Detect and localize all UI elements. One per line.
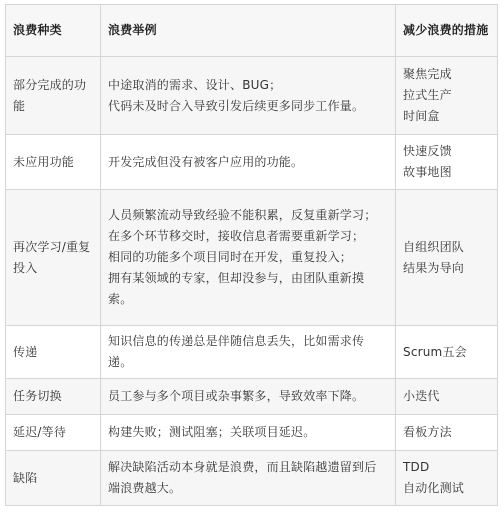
cell-waste-type: 任务切换 bbox=[6, 379, 101, 415]
cell-waste-type: 缺陷 bbox=[6, 451, 101, 506]
example-line: 解决缺陷活动本身就是浪费，而且缺陷越遗留到后端浪费越大。 bbox=[108, 460, 377, 495]
cell-waste-examples bbox=[101, 326, 396, 379]
measure-line: 聚焦完成 bbox=[403, 67, 452, 81]
cell-waste-measures bbox=[396, 451, 498, 506]
example-line: 人员频繁流动导致经验不能积累，反复重新学习； bbox=[108, 208, 377, 222]
waste-table-container bbox=[5, 4, 498, 506]
cell-waste-measures bbox=[396, 135, 498, 190]
example-line: 相同的功能多个项目同时在开发，重复投入； bbox=[108, 250, 353, 264]
example-line: 构建失败；测试阻塞；关联项目延迟。 bbox=[108, 425, 316, 439]
cell-waste-type: 未应用功能 bbox=[6, 135, 101, 190]
table-header-row bbox=[6, 5, 498, 57]
table-row bbox=[6, 57, 498, 135]
measure-line: 自组织团队 bbox=[403, 239, 465, 254]
cell-waste-measures bbox=[396, 326, 498, 379]
cell-waste-examples bbox=[101, 135, 396, 190]
cell-waste-examples bbox=[101, 57, 396, 135]
cell-waste-type: 再次学习/重复投入 bbox=[6, 190, 101, 326]
waste-table bbox=[5, 4, 498, 506]
cell-waste-measures bbox=[396, 415, 498, 451]
example-line: 员工参与多个项目或杂事繁多，导致效率下降。 bbox=[108, 389, 365, 403]
cell-waste-examples bbox=[101, 190, 396, 326]
measure-line: 自动化测试 bbox=[403, 481, 465, 495]
cell-waste-examples bbox=[101, 415, 396, 451]
header-waste-examples: 浪费举例 bbox=[101, 5, 396, 57]
table-row bbox=[6, 190, 498, 326]
cell-waste-examples bbox=[101, 379, 396, 415]
table-row bbox=[6, 135, 498, 190]
cell-waste-measures bbox=[396, 57, 498, 135]
cell-waste-type: 部分完成的功能 bbox=[6, 57, 101, 135]
measure-line: 故事地图 bbox=[403, 165, 452, 179]
cell-waste-type: 传递 bbox=[6, 326, 101, 379]
cell-waste-measures bbox=[396, 379, 498, 415]
example-line: 知识信息的传递总是伴随信息丢失，比如需求传递。 bbox=[108, 334, 365, 369]
header-waste-type: 浪费种类 bbox=[6, 5, 101, 57]
measure-line: 快速反馈 bbox=[403, 144, 452, 158]
example-line: 在多个环节移交时，接收信息者需要重新学习； bbox=[108, 229, 365, 243]
cell-waste-examples bbox=[101, 451, 396, 506]
table-row bbox=[6, 415, 498, 451]
measure-line: 拉式生产 bbox=[403, 88, 452, 102]
cell-waste-type: 延迟/等待 bbox=[6, 415, 101, 451]
table-row bbox=[6, 451, 498, 506]
table-row bbox=[6, 379, 498, 415]
cell-waste-measures bbox=[396, 190, 498, 326]
example-line: 拥有某领域的专家，但却没参与，由团队重新摸索。 bbox=[108, 271, 365, 306]
measure-line: 看板方法 bbox=[403, 425, 452, 439]
header-waste-measures: 减少浪费的措施 bbox=[396, 5, 498, 57]
table-row bbox=[6, 326, 498, 379]
measure-line: 小迭代 bbox=[403, 389, 440, 403]
measure-line: 结果为导向 bbox=[403, 260, 465, 275]
example-line: 中途取消的需求、设计、BUG； bbox=[108, 77, 282, 92]
measure-line: TDD bbox=[403, 460, 430, 474]
measure-line: 时间盒 bbox=[403, 109, 440, 123]
example-line: 代码未及时合入导致引发后续更多同步工作量。 bbox=[108, 98, 365, 113]
measure-line: Scrum五会 bbox=[403, 344, 467, 359]
example-line: 开发完成但没有被客户应用的功能。 bbox=[108, 154, 304, 169]
